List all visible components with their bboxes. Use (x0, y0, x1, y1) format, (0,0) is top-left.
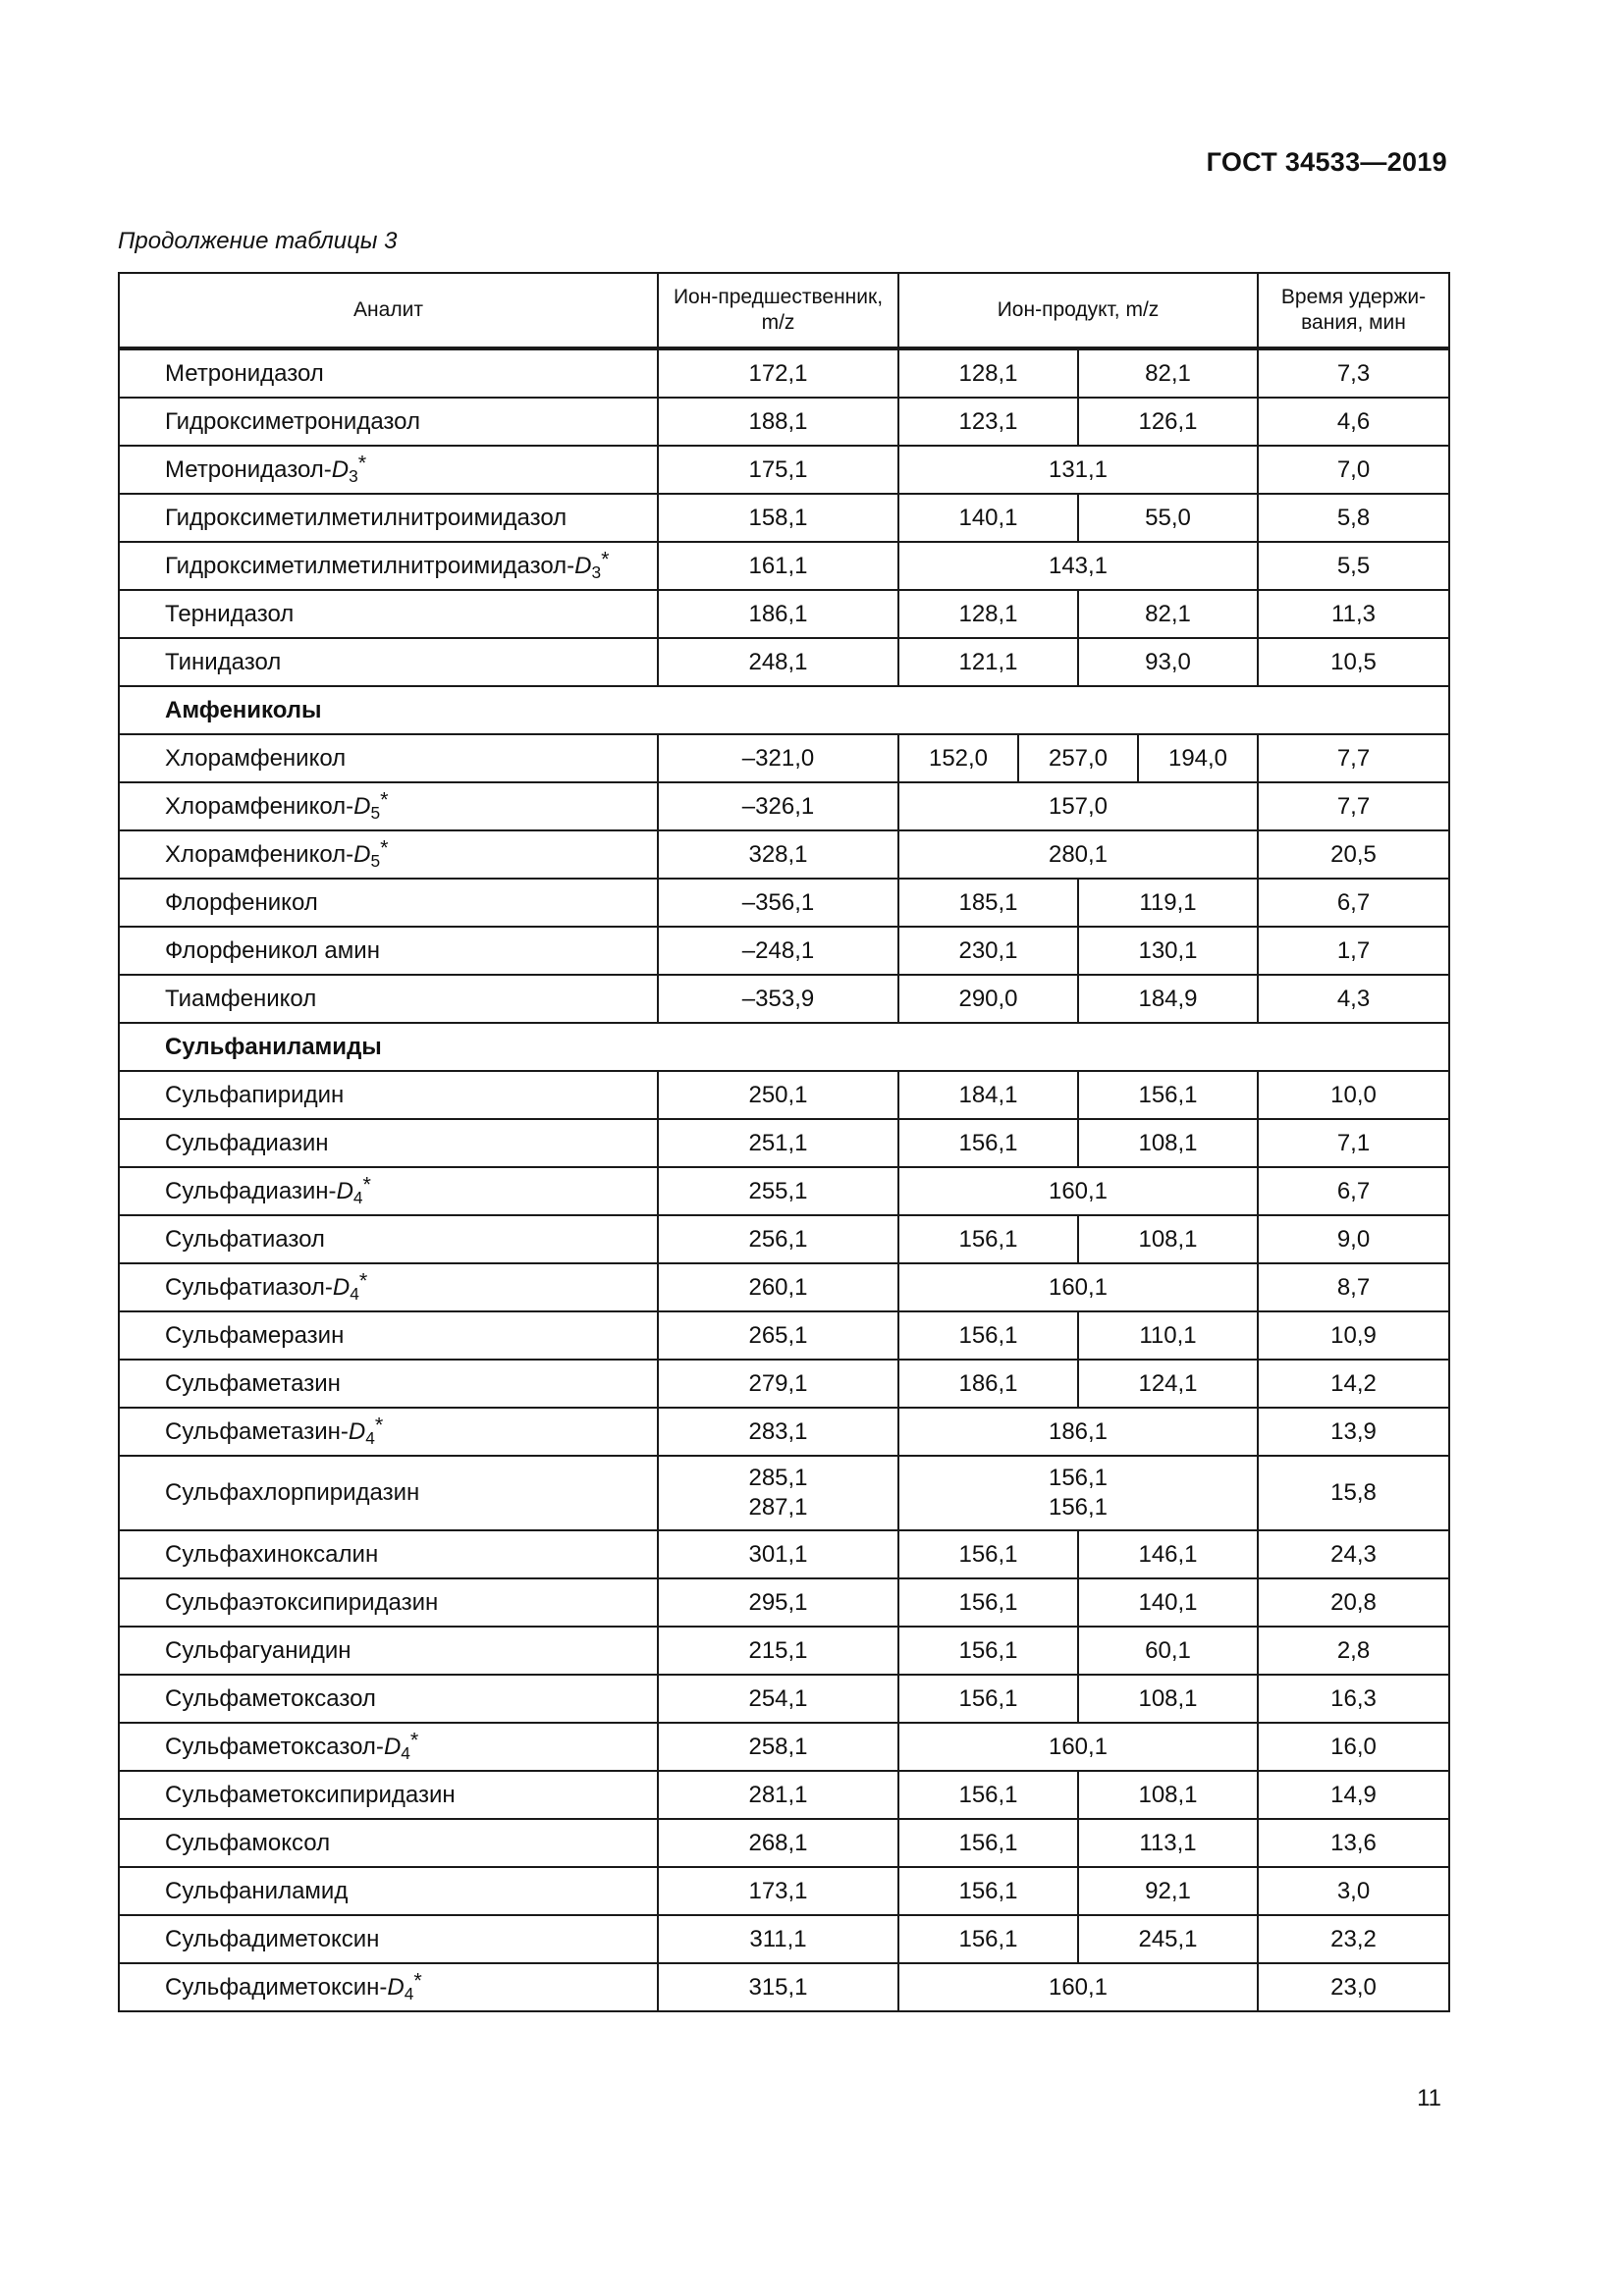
product-ion-1: 156,1 (898, 1627, 1078, 1675)
analyte-name (119, 1263, 658, 1311)
analyte-name (119, 1530, 658, 1578)
table-row (119, 1578, 1449, 1627)
table-header-row (119, 273, 1449, 348)
isotope-asterisk: * (413, 1966, 422, 1992)
table-row (119, 1963, 1449, 2011)
isotope-asterisk: * (380, 833, 389, 859)
precursor-ion: 188,1 (658, 398, 898, 446)
retention-time: 20,8 (1258, 1578, 1449, 1627)
product-ion-1: 156,1 (898, 1819, 1078, 1867)
precursor-ion: 186,1 (658, 590, 898, 638)
group-header-row (119, 686, 1449, 734)
analyte-label: Флорфеникол амин (165, 936, 380, 964)
isotope-asterisk: * (358, 1266, 368, 1292)
precursor-ion: 328,1 (658, 830, 898, 879)
precursor-ion: 175,1 (658, 446, 898, 494)
analyte-label: Сульфагуанидин (165, 1636, 352, 1664)
isotope-subscript: 5 (370, 850, 381, 871)
table-row (119, 1530, 1449, 1578)
retention-time: 2,8 (1258, 1627, 1449, 1675)
analyte-label: Сульфадиазин- (165, 1177, 337, 1204)
retention-time: 7,7 (1258, 782, 1449, 830)
analyte-label: Сульфадиметоксин- (165, 1973, 388, 2001)
analyte-name (119, 879, 658, 927)
isotope-symbol: D (387, 1973, 405, 2001)
retention-time: 14,9 (1258, 1771, 1449, 1819)
product-ion-2: 146,1 (1078, 1530, 1258, 1578)
product-ion: 160,1 (898, 1263, 1258, 1311)
table-row (119, 1119, 1449, 1167)
group-title: Сульфаниламиды (119, 1023, 1449, 1071)
analyte-name (119, 1867, 658, 1915)
isotope-symbol: D (353, 840, 371, 868)
table-row (119, 1915, 1449, 1963)
analyte-label: Сульфадиметоксин (165, 1925, 380, 1952)
product-ion-2: 140,1 (1078, 1578, 1258, 1627)
retention-time: 23,0 (1258, 1963, 1449, 2011)
analyte-name (119, 1119, 658, 1167)
analyte-label: Гидроксиметронидазол (165, 407, 420, 435)
analyte-name (119, 638, 658, 686)
product-ion-2: 130,1 (1078, 927, 1258, 975)
table-row (119, 1263, 1449, 1311)
analyte-label: Хлорамфеникол- (165, 840, 354, 868)
precursor-ion: 260,1 (658, 1263, 898, 1311)
precursor-ion: 258,1 (658, 1723, 898, 1771)
analyte-name (119, 1771, 658, 1819)
isotope-symbol: D (574, 552, 592, 579)
analyte-name (119, 398, 658, 446)
analyte-label: Сульфаметоксазол- (165, 1733, 384, 1760)
isotope-subscript: 4 (404, 1983, 414, 2003)
retention-time: 6,7 (1258, 879, 1449, 927)
retention-time: 24,3 (1258, 1530, 1449, 1578)
analyte-label: Сульфаметоксазол (165, 1684, 376, 1712)
precursor-ion: 283,1 (658, 1408, 898, 1456)
isotope-asterisk: * (357, 449, 367, 474)
analyte-name (119, 734, 658, 782)
product-ion: 157,0 (898, 782, 1258, 830)
product-ion-2: 108,1 (1078, 1119, 1258, 1167)
precursor-ion: 173,1 (658, 1867, 898, 1915)
col-retention-header: Время удержи-вания, мин (1258, 273, 1449, 348)
table-row (119, 1771, 1449, 1819)
table-row (119, 1456, 1449, 1530)
retention-time: 16,3 (1258, 1675, 1449, 1723)
precursor-ion: –326,1 (658, 782, 898, 830)
precursor-ion: –353,9 (658, 975, 898, 1023)
analyte-name (119, 1675, 658, 1723)
isotope-asterisk: * (409, 1726, 419, 1751)
retention-time: 3,0 (1258, 1867, 1449, 1915)
analyte-name (119, 446, 658, 494)
isotope-asterisk: * (374, 1411, 384, 1436)
analyte-label: Сульфадиазин (165, 1129, 329, 1156)
retention-time: 7,0 (1258, 446, 1449, 494)
analyte-label: Сульфатиазол- (165, 1273, 333, 1301)
table-row (119, 638, 1449, 686)
retention-time: 7,3 (1258, 348, 1449, 398)
retention-time: 5,8 (1258, 494, 1449, 542)
analyte-name (119, 1071, 658, 1119)
analyte-label: Сульфатиазол (165, 1225, 325, 1253)
analyte-label: Сульфахиноксалин (165, 1540, 379, 1568)
precursor-ion: –321,0 (658, 734, 898, 782)
precursor-ion: 161,1 (658, 542, 898, 590)
page-number: 11 (1417, 2085, 1441, 2111)
retention-time: 6,7 (1258, 1167, 1449, 1215)
analyte-label: Хлорамфеникол (165, 744, 347, 772)
product-ion-2: 82,1 (1078, 590, 1258, 638)
retention-time: 10,0 (1258, 1071, 1449, 1119)
table-row (119, 1675, 1449, 1723)
retention-time: 8,7 (1258, 1263, 1449, 1311)
analyte-label: Сульфапиридин (165, 1081, 345, 1108)
table-row (119, 1627, 1449, 1675)
table-row (119, 734, 1449, 782)
precursor-ion: 315,1 (658, 1963, 898, 2011)
retention-time: 10,9 (1258, 1311, 1449, 1360)
analyte-label: Тинидазол (165, 648, 282, 675)
precursor-ion: 265,1 (658, 1311, 898, 1360)
isotope-subscript: 3 (591, 561, 602, 582)
analyte-name (119, 782, 658, 830)
retention-time: 13,6 (1258, 1819, 1449, 1867)
analyte-label: Гидроксиметилметилнитроимидазол- (165, 552, 575, 579)
product-ion-2: 55,0 (1078, 494, 1258, 542)
isotope-subscript: 4 (352, 1187, 363, 1207)
table-row (119, 1215, 1449, 1263)
product-ion-1: 156,1 (898, 1530, 1078, 1578)
retention-time: 5,5 (1258, 542, 1449, 590)
product-ion-1: 186,1 (898, 1360, 1078, 1408)
product-ion-1: 290,0 (898, 975, 1078, 1023)
precursor-ion: 311,1 (658, 1915, 898, 1963)
product-ion-1: 230,1 (898, 927, 1078, 975)
precursor-ion: 268,1 (658, 1819, 898, 1867)
analyte-name (119, 348, 658, 398)
precursor-ion: 255,1 (658, 1167, 898, 1215)
table-row (119, 782, 1449, 830)
isotope-asterisk: * (380, 785, 389, 811)
analyte-label: Сульфахлорпиридазин (165, 1479, 420, 1506)
precursor-ion: 301,1 (658, 1530, 898, 1578)
product-ion-3: 194,0 (1138, 734, 1258, 782)
precursor-ion: 251,1 (658, 1119, 898, 1167)
retention-time: 7,1 (1258, 1119, 1449, 1167)
analyte-label: Сульфаметазин- (165, 1417, 349, 1445)
product-ion-2: 119,1 (1078, 879, 1258, 927)
analyte-label: Тиамфеникол (165, 985, 317, 1012)
precursor-ion: 254,1 (658, 1675, 898, 1723)
retention-time: 7,7 (1258, 734, 1449, 782)
table-row (119, 927, 1449, 975)
precursor-ion: 248,1 (658, 638, 898, 686)
product-ion-2: 92,1 (1078, 1867, 1258, 1915)
analyte-name (119, 1819, 658, 1867)
isotope-symbol: D (332, 1273, 351, 1301)
analyte-name (119, 1360, 658, 1408)
product-ion-1: 156,1 (898, 1311, 1078, 1360)
table-row (119, 1311, 1449, 1360)
analyte-label: Тернидазол (165, 600, 295, 627)
table-row (119, 446, 1449, 494)
analyte-name (119, 1627, 658, 1675)
analyte-label: Сульфаметоксипиридазин (165, 1781, 456, 1808)
table-row (119, 542, 1449, 590)
precursor-ion: –248,1 (658, 927, 898, 975)
product-ion: 160,1 (898, 1723, 1258, 1771)
analyte-name (119, 1456, 658, 1530)
precursor-ion: 215,1 (658, 1627, 898, 1675)
precursor-ion (658, 1456, 898, 1530)
analyte-label: Метронидазол- (165, 455, 332, 483)
product-ion: 143,1 (898, 542, 1258, 590)
product-ion: 131,1 (898, 446, 1258, 494)
table-row (119, 398, 1449, 446)
analyte-name (119, 542, 658, 590)
analyte-label: Флорфеникол (165, 888, 318, 916)
analyte-name (119, 1723, 658, 1771)
product-ion-1: 152,0 (898, 734, 1018, 782)
precursor-ion: –356,1 (658, 879, 898, 927)
analyte-label: Хлорамфеникол- (165, 792, 354, 820)
table-row (119, 1867, 1449, 1915)
analyte-name (119, 1578, 658, 1627)
retention-time: 23,2 (1258, 1915, 1449, 1963)
product-ion: 160,1 (898, 1167, 1258, 1215)
analyte-label: Сульфамоксол (165, 1829, 331, 1856)
table-row (119, 1819, 1449, 1867)
value-line: 285,1 (748, 1465, 808, 1491)
product-ion-1: 156,1 (898, 1215, 1078, 1263)
retention-time: 4,6 (1258, 398, 1449, 446)
product-ion-1: 128,1 (898, 590, 1078, 638)
document-code: ГОСТ 34533—2019 (1206, 147, 1447, 177)
table-row (119, 590, 1449, 638)
retention-time: 16,0 (1258, 1723, 1449, 1771)
product-ion-2: 82,1 (1078, 348, 1258, 398)
table-caption: Продолжение таблицы 3 (118, 228, 398, 254)
table-row (119, 830, 1449, 879)
product-ion-2: 113,1 (1078, 1819, 1258, 1867)
precursor-ion: 256,1 (658, 1215, 898, 1263)
retention-time: 1,7 (1258, 927, 1449, 975)
product-ion-1: 156,1 (898, 1915, 1078, 1963)
analyte-label: Сульфаметазин (165, 1369, 341, 1397)
table-row (119, 494, 1449, 542)
product-ion-2: 110,1 (1078, 1311, 1258, 1360)
product-ion-2: 245,1 (1078, 1915, 1258, 1963)
retention-time: 9,0 (1258, 1215, 1449, 1263)
isotope-symbol: D (348, 1417, 366, 1445)
isotope-subscript: 4 (401, 1742, 410, 1763)
table-row (119, 1167, 1449, 1215)
product-ion: 280,1 (898, 830, 1258, 879)
product-ion-1: 156,1 (898, 1867, 1078, 1915)
analyte-name (119, 590, 658, 638)
product-ion-1: 156,1 (898, 1119, 1078, 1167)
product-ion-1: 123,1 (898, 398, 1078, 446)
retention-time: 14,2 (1258, 1360, 1449, 1408)
table-row (119, 1360, 1449, 1408)
product-ion-1: 156,1 (898, 1578, 1078, 1627)
product-ion-2: 108,1 (1078, 1675, 1258, 1723)
precursor-ion: 295,1 (658, 1578, 898, 1627)
product-ion-1: 128,1 (898, 348, 1078, 398)
isotope-asterisk: * (601, 545, 610, 570)
isotope-subscript: 4 (365, 1427, 375, 1448)
retention-time: 20,5 (1258, 830, 1449, 879)
retention-time: 11,3 (1258, 590, 1449, 638)
product-ion-2: 184,9 (1078, 975, 1258, 1023)
col-precursor-header: Ион-предшественник, m/z (658, 273, 898, 348)
product-ion: 186,1 (898, 1408, 1258, 1456)
product-ion-2: 93,0 (1078, 638, 1258, 686)
product-ion-2: 156,1 (1078, 1071, 1258, 1119)
product-ion-2: 108,1 (1078, 1215, 1258, 1263)
analyte-label: Метронидазол (165, 359, 324, 387)
retention-time: 13,9 (1258, 1408, 1449, 1456)
analyte-name (119, 1215, 658, 1263)
product-ion-2: 257,0 (1018, 734, 1138, 782)
group-title: Амфениколы (119, 686, 1449, 734)
product-ion-1: 156,1 (898, 1771, 1078, 1819)
isotope-symbol: D (383, 1733, 402, 1760)
analyte-label: Гидроксиметилметилнитроимидазол (165, 504, 568, 531)
product-ion-2: 126,1 (1078, 398, 1258, 446)
table-row (119, 1723, 1449, 1771)
isotope-asterisk: * (362, 1170, 371, 1196)
value-line: 156,1 (1048, 1494, 1109, 1521)
product-ion-2: 108,1 (1078, 1771, 1258, 1819)
isotope-subscript: 5 (370, 802, 381, 823)
isotope-symbol: D (353, 792, 371, 820)
product-ion-2: 124,1 (1078, 1360, 1258, 1408)
analyte-name (119, 1167, 658, 1215)
retention-time: 4,3 (1258, 975, 1449, 1023)
analyte-name (119, 975, 658, 1023)
group-header-row (119, 1023, 1449, 1071)
analyte-name (119, 1915, 658, 1963)
isotope-subscript: 4 (350, 1283, 359, 1304)
ion-table (118, 272, 1450, 2012)
table-row (119, 1408, 1449, 1456)
value-line: 287,1 (748, 1494, 808, 1521)
isotope-symbol: D (331, 455, 350, 483)
precursor-ion: 158,1 (658, 494, 898, 542)
col-product-header: Ион-продукт, m/z (898, 273, 1258, 348)
isotope-subscript: 3 (349, 465, 358, 486)
product-ion-1: 140,1 (898, 494, 1078, 542)
analyte-name (119, 1963, 658, 2011)
isotope-symbol: D (336, 1177, 353, 1204)
value-line: 156,1 (1048, 1465, 1109, 1491)
product-ion-1: 185,1 (898, 879, 1078, 927)
analyte-label: Сульфамеразин (165, 1321, 345, 1349)
table-row (119, 1071, 1449, 1119)
precursor-ion: 250,1 (658, 1071, 898, 1119)
product-ion-1: 184,1 (898, 1071, 1078, 1119)
analyte-label: Сульфаниламид (165, 1877, 349, 1904)
analyte-name (119, 830, 658, 879)
table-row (119, 975, 1449, 1023)
product-ion-2: 60,1 (1078, 1627, 1258, 1675)
precursor-ion: 279,1 (658, 1360, 898, 1408)
col-analyte-header: Аналит (119, 273, 658, 348)
precursor-ion: 281,1 (658, 1771, 898, 1819)
table-row (119, 348, 1449, 398)
analyte-name (119, 494, 658, 542)
analyte-name (119, 1408, 658, 1456)
analyte-name (119, 1311, 658, 1360)
table-row (119, 879, 1449, 927)
product-ion-1: 121,1 (898, 638, 1078, 686)
product-ion (898, 1456, 1258, 1530)
retention-time: 10,5 (1258, 638, 1449, 686)
analyte-name (119, 927, 658, 975)
product-ion-1: 156,1 (898, 1675, 1078, 1723)
analyte-label: Сульфаэтоксипиридазин (165, 1588, 439, 1616)
precursor-ion: 172,1 (658, 348, 898, 398)
retention-time: 15,8 (1258, 1456, 1449, 1530)
product-ion: 160,1 (898, 1963, 1258, 2011)
